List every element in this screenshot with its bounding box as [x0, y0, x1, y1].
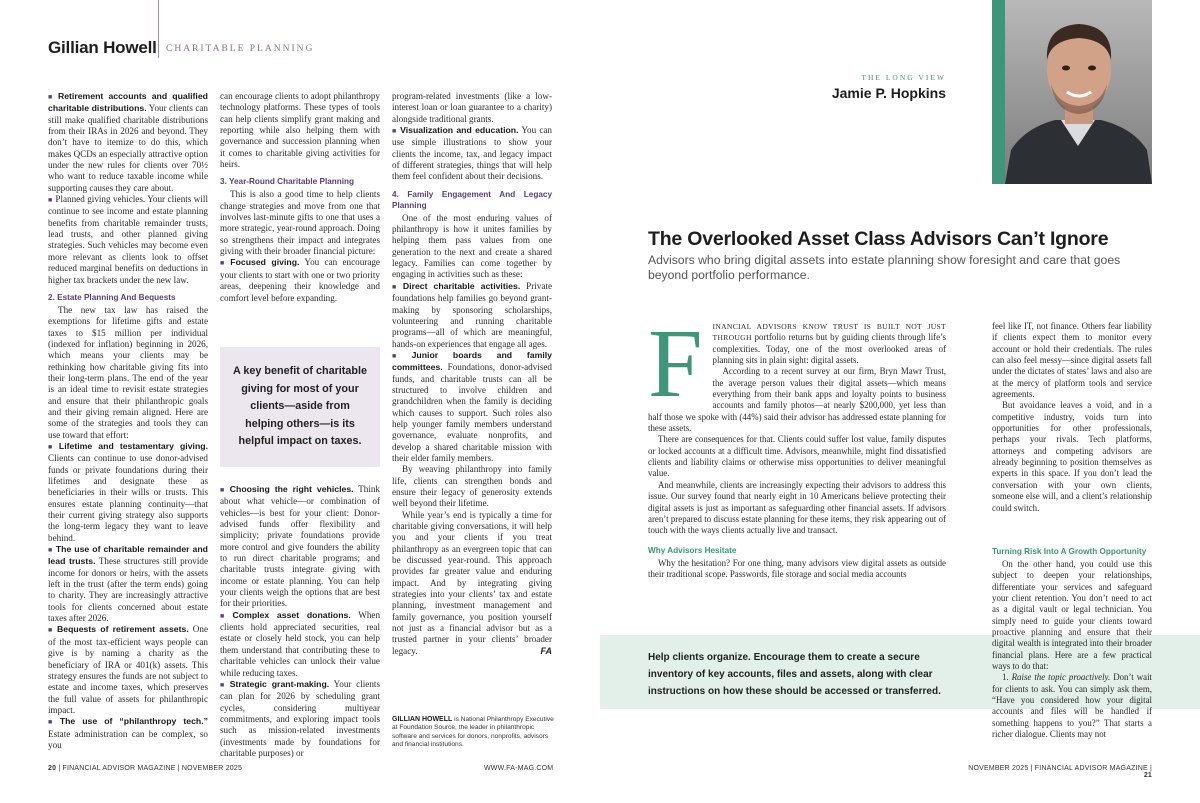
paragraph: But avoidance leaves a void, and in a competitive industry, voids turn into opportunities for other professionals, perhaps your rivals. Tech platforms, attorneys and competing advisors are already beginning to position themselves as experts in this space. If you don’t lead the conversation with your own clients, someone else will, and a client’s relationship could switch. — [992, 400, 1152, 513]
footer-right: NOVEMBER 2025 | FINANCIAL ADVISOR MAGAZINE | 21 — [968, 765, 1152, 779]
paragraph: According to a recent survey at our firm, Bryn Mawr Trust, the average person values their digital assets—which means everything from their bank apps and loyalty points to business accounts and family photos—at nearly $200,000, yet less than half those we spoke with (44%) said their advisor has addressed estate planning for these assets. — [648, 366, 946, 434]
author-portrait — [1005, 0, 1152, 184]
footer-url: WWW.FA-MAG.COM — [484, 765, 554, 772]
paragraph: On the other hand, you could use this subject to deepen your relationships, differentiate your services and safeguard your client retention. You don’t need to act as a digital vault or legal technician. You simply need to guide your clients toward proactive planning and ensure that their digital wealth is integrated into their broader financial plans. Here are a few practical ways to do that: — [992, 559, 1152, 672]
author-name: Gillian Howell — [48, 38, 157, 57]
paragraph: ■ The use of charitable remainder and lead trusts. These structures still provide income for donors or heirs, with the assets left in the trust (after the term ends) going to charity. They are increasingly attractive tools for clients concerned about estate taxes after 2026. — [48, 544, 208, 624]
bullet-square-icon: ■ — [220, 486, 227, 494]
paragraph: ■ Retirement accounts and qualified charitable distributions. Your clients can still make qualified charitable distributions from their IRAs in 2026 and beyond. They don’t have to itemize to do this, which makes QCDs an especially attractive option under the new rules for clients over 70½ who want to reduce taxable income while supporting causes they care about. — [48, 91, 208, 193]
paragraph: This is also a good time to help clients change strategies and move from one that involves last-minute gifts to one that uses a more strategic, year-round approach. Doing so strengthens their impact and integrates giving with their broader financial picture: — [220, 189, 380, 257]
paragraph: ■ Bequests of retirement assets. One of the most tax-efficient ways people can give is by naming a charity as the beneficiary of IRA or 401(k) assets. This strategy ensures the funds are not subject to estate and income taxes, which preserves the full value of assets for philanthropic impact. — [48, 624, 209, 715]
paragraph: can encourage clients to adopt philanthropy technology platforms. These types of tools can help clients simplify grant making and reporting while also helping them with governance and succession planning when it comes to charitable giving activities for heirs. — [220, 91, 380, 170]
paragraph: One of the most enduring values of philanthropy is how it unites families by helping them pass values from one generation to the next and create a shared legacy. Families can come together by engaging in activities such as these: — [392, 212, 552, 280]
column-2 — [220, 91, 380, 304]
paragraph: The new tax law has raised the exemptions for lifetime gifts and estate taxes to $15 million per individual (indexed for inflation) beginning in 2026, which means your clients may be rethinking how charitable giving fits into their long-term plans. The end of the year is an ideal time to revisit estate strategies and ensure that their philanthropic goals and their giving remain aligned. Here are some of the strategies and tools they can use toward that effort: — [48, 304, 208, 440]
paragraph: feel like IT, not finance. Others fear liability if clients expect them to monitor every account or hold their credentials. The rules can also feel messy—since digital assets fall under the dictates of states’ laws and also are at the mercy of platform tools and service agreements. — [992, 321, 1152, 400]
paragraph: By weaving philanthropy into family life, clients can strengthen bonds and ensure their legacy of generosity extends well beyond their lifetime. — [392, 464, 552, 509]
paragraph: ■ Focused giving. You can encourage your clients to start with one or two priority areas, deepening their knowledge and comfort level before expanding. — [220, 257, 380, 303]
bullet-square-icon: ■ — [48, 93, 55, 101]
paragraph: ■ The use of “philanthropy tech.” Estate administration can be complex, so you — [48, 716, 208, 750]
footer-left: 20 | FINANCIAL ADVISOR MAGAZINE | NOVEMBER 2025 — [48, 765, 243, 772]
paragraph: ■ Strategic grant-making. Your clients can plan for 2026 by scheduling grant cycles, considering multiyear commitments, and exploring impact tools such as mission-related investments (investments made by foundations for charitable purposes) or — [220, 678, 381, 758]
end-mark-logo: FA — [540, 645, 552, 656]
subhead: 2. Estate Planning And Bequests — [48, 292, 176, 302]
pull-quote-text: A key benefit of charitable giving for most of your clients—aside from helping others—is its helpful impact on taxes. — [233, 365, 367, 448]
paragraph: ■ Lifetime and testamentary giving. Clients can continue to use donor-advised funds or private foundations during their lifetimes and designate these as beneficiaries in their wills or trusts. This ensures estate planning continuity—that their current giving strategy also supports the long-term legacy they want to leave behind. — [48, 440, 208, 543]
section-name: CHARITABLE PLANNING — [166, 44, 315, 54]
paragraph: ■ Visualization and education. You can use simple illustrations to show your clients the income, tax, and legacy impact of different strategies, things that will help them feel confident about their decisions. — [392, 125, 552, 182]
column-3 — [392, 91, 552, 657]
author-name: Jamie P. Hopkins — [831, 85, 946, 101]
accent-bar — [992, 0, 1005, 184]
paragraph: ■ Choosing the right vehicles. Think about what vehicle—or combination of vehicles—is best for your client: Donor-advised funds offer flexibility and simplicity; private foundations provide more control and give founders the ability to run direct charitable programs; and charitable trusts integrate giving with income or estate planning. You can help your clients weigh the options that are best for their priorities. — [220, 484, 380, 609]
column-kicker: THE LONG VIEW — [861, 73, 946, 82]
paragraph: While year’s end is typically a time for charitable giving conversations, it will help you and your clients if you treat philanthropy as an evergreen topic that can be discussed year-round. This approach provides far greater value and enduring impact. And by integrating giving strategies into your clients’ tax and estate planning, investment management and family governance, you position yourself not just as a financial advisor but as a trusted partner in your clients’ broader legacy. FA — [392, 509, 552, 656]
bullet-square-icon: ■ — [48, 718, 57, 727]
drop-cap: F — [648, 310, 703, 418]
bullet-square-icon: ■ — [392, 127, 398, 136]
page-number: 20 — [48, 765, 57, 772]
subhead: Turning Risk Into A Growth Opportunity — [992, 547, 1147, 556]
dek: Advisors who bring digital assets into estate planning show foresight and care that goes beyond portfolio performance. — [648, 253, 1121, 282]
header-divider — [158, 0, 159, 58]
paragraph: There are consequences for that. Clients could suffer lost value, family disputes or locked accounts at a difficult time. Advisors, meanwhile, might find dissatisfied clients and liability claims or otherwise miss opportunities to deliver meaningful value. — [648, 434, 946, 479]
column-1 — [48, 91, 208, 751]
subhead: 4. Family Engagement And Legacy Planning — [392, 189, 552, 210]
callout-text: Help clients organize. Encourage them to create a secure inventory of key accounts, files and assets, along with clear instructions on how these should be accessed or transferred. — [648, 652, 941, 697]
bullet-square-icon: ■ — [48, 626, 54, 635]
paragraph: Why the hesitation? For one thing, many advisors view digital assets as outside their traditional scope. Passwords, file storage and social media accounts — [648, 557, 946, 579]
bullet-square-icon: ■ — [48, 546, 53, 555]
subhead: 3. Year-Round Charitable Planning — [220, 177, 355, 187]
pull-quote — [220, 347, 380, 467]
page-number: 21 — [1143, 772, 1152, 779]
paragraph: 1. Raise the topic proactively. Don’t wait for clients to ask. You can simply ask them, “Have you considered how your digital accounts and files will be handled if something happens to you?” That starts a richer dialogue. Clients may not — [992, 672, 1153, 740]
bullet-square-icon: ■ — [220, 680, 227, 689]
paragraph: program-related investments (like a low-interest loan or loan guarantee to a charity) alongside traditional grants. — [392, 91, 552, 124]
column-2-continued — [992, 546, 1152, 741]
paragraph: And meanwhile, clients are increasingly expecting their advisors to address this issue. Our survey found that nearly eight in 10 Americans believe protecting their digital assets is just as important as safeguarding other financial assets. If advisors aren’t prepared to discuss estate planning for these items, they risk appearing out of touch with the ways clients actually live and transact. — [648, 479, 946, 536]
headline: The Overlooked Asset Class Advisors Can’t Ignore — [648, 228, 1109, 250]
bullet-square-icon: ■ — [392, 351, 409, 360]
lead-paragraph: F INANCIAL ADVISORS KNOW TRUST IS BUILT NOT JUST THROUGH portfolio returns but by guiding clients through life’s complexities. Today, one of the most overlooked areas of planning sits in plain sight: digital assets. — [648, 310, 946, 418]
paragraph: ■ Direct charitable activities. Private foundations help families go beyond grant-making by sponsoring scholarships, volunteering and running charitable programs—all of which are meaningful, hands-on experiences that engage all ages. — [392, 280, 552, 349]
column-1 — [648, 310, 946, 580]
column-2 — [992, 321, 1152, 514]
paragraph: ■ Junior boards and family committees. Foundations, donor-advised funds, and charitable trusts can all be structured to involve children and grandchildren when the family is deciding which causes to support. Such roles also help younger family members understand governance, evaluate nonprofits, and develop a shared charitable mission with their elder family members. — [392, 349, 552, 463]
bullet-square-icon: ■ — [48, 442, 56, 451]
bullet-square-icon: ■ — [48, 196, 53, 205]
bullet-square-icon: ■ — [220, 259, 228, 268]
bullet-square-icon: ■ — [220, 611, 230, 620]
column-2-continued — [220, 484, 380, 759]
bullet-square-icon: ■ — [392, 282, 400, 291]
author-bio: GILLIAN HOWELL is National Philanthropy Executive at Foundation Source, the leader in philanthropic software and services for donors, nonprofits, advisors and financial institutions. — [392, 716, 554, 748]
paragraph: ■ Planned giving vehicles. Your clients will continue to see income and estate planning benefits from charitable remainder trusts, lead trusts, and other planned giving strategies. Such vehicles may become even more relevant as clients look to offset reduced marginal benefits on deductions in higher tax brackets under the new law. — [48, 194, 208, 285]
portrait-image — [1005, 0, 1152, 184]
right-page — [600, 0, 1200, 803]
paragraph: ■ Complex asset donations. When clients hold appreciated securities, real estate or closely held stock, you can help them understand that contributing these to charitable vehicles can unlock their value while reducing taxes. — [220, 609, 381, 678]
subhead: Why Advisors Hesitate — [648, 545, 737, 555]
